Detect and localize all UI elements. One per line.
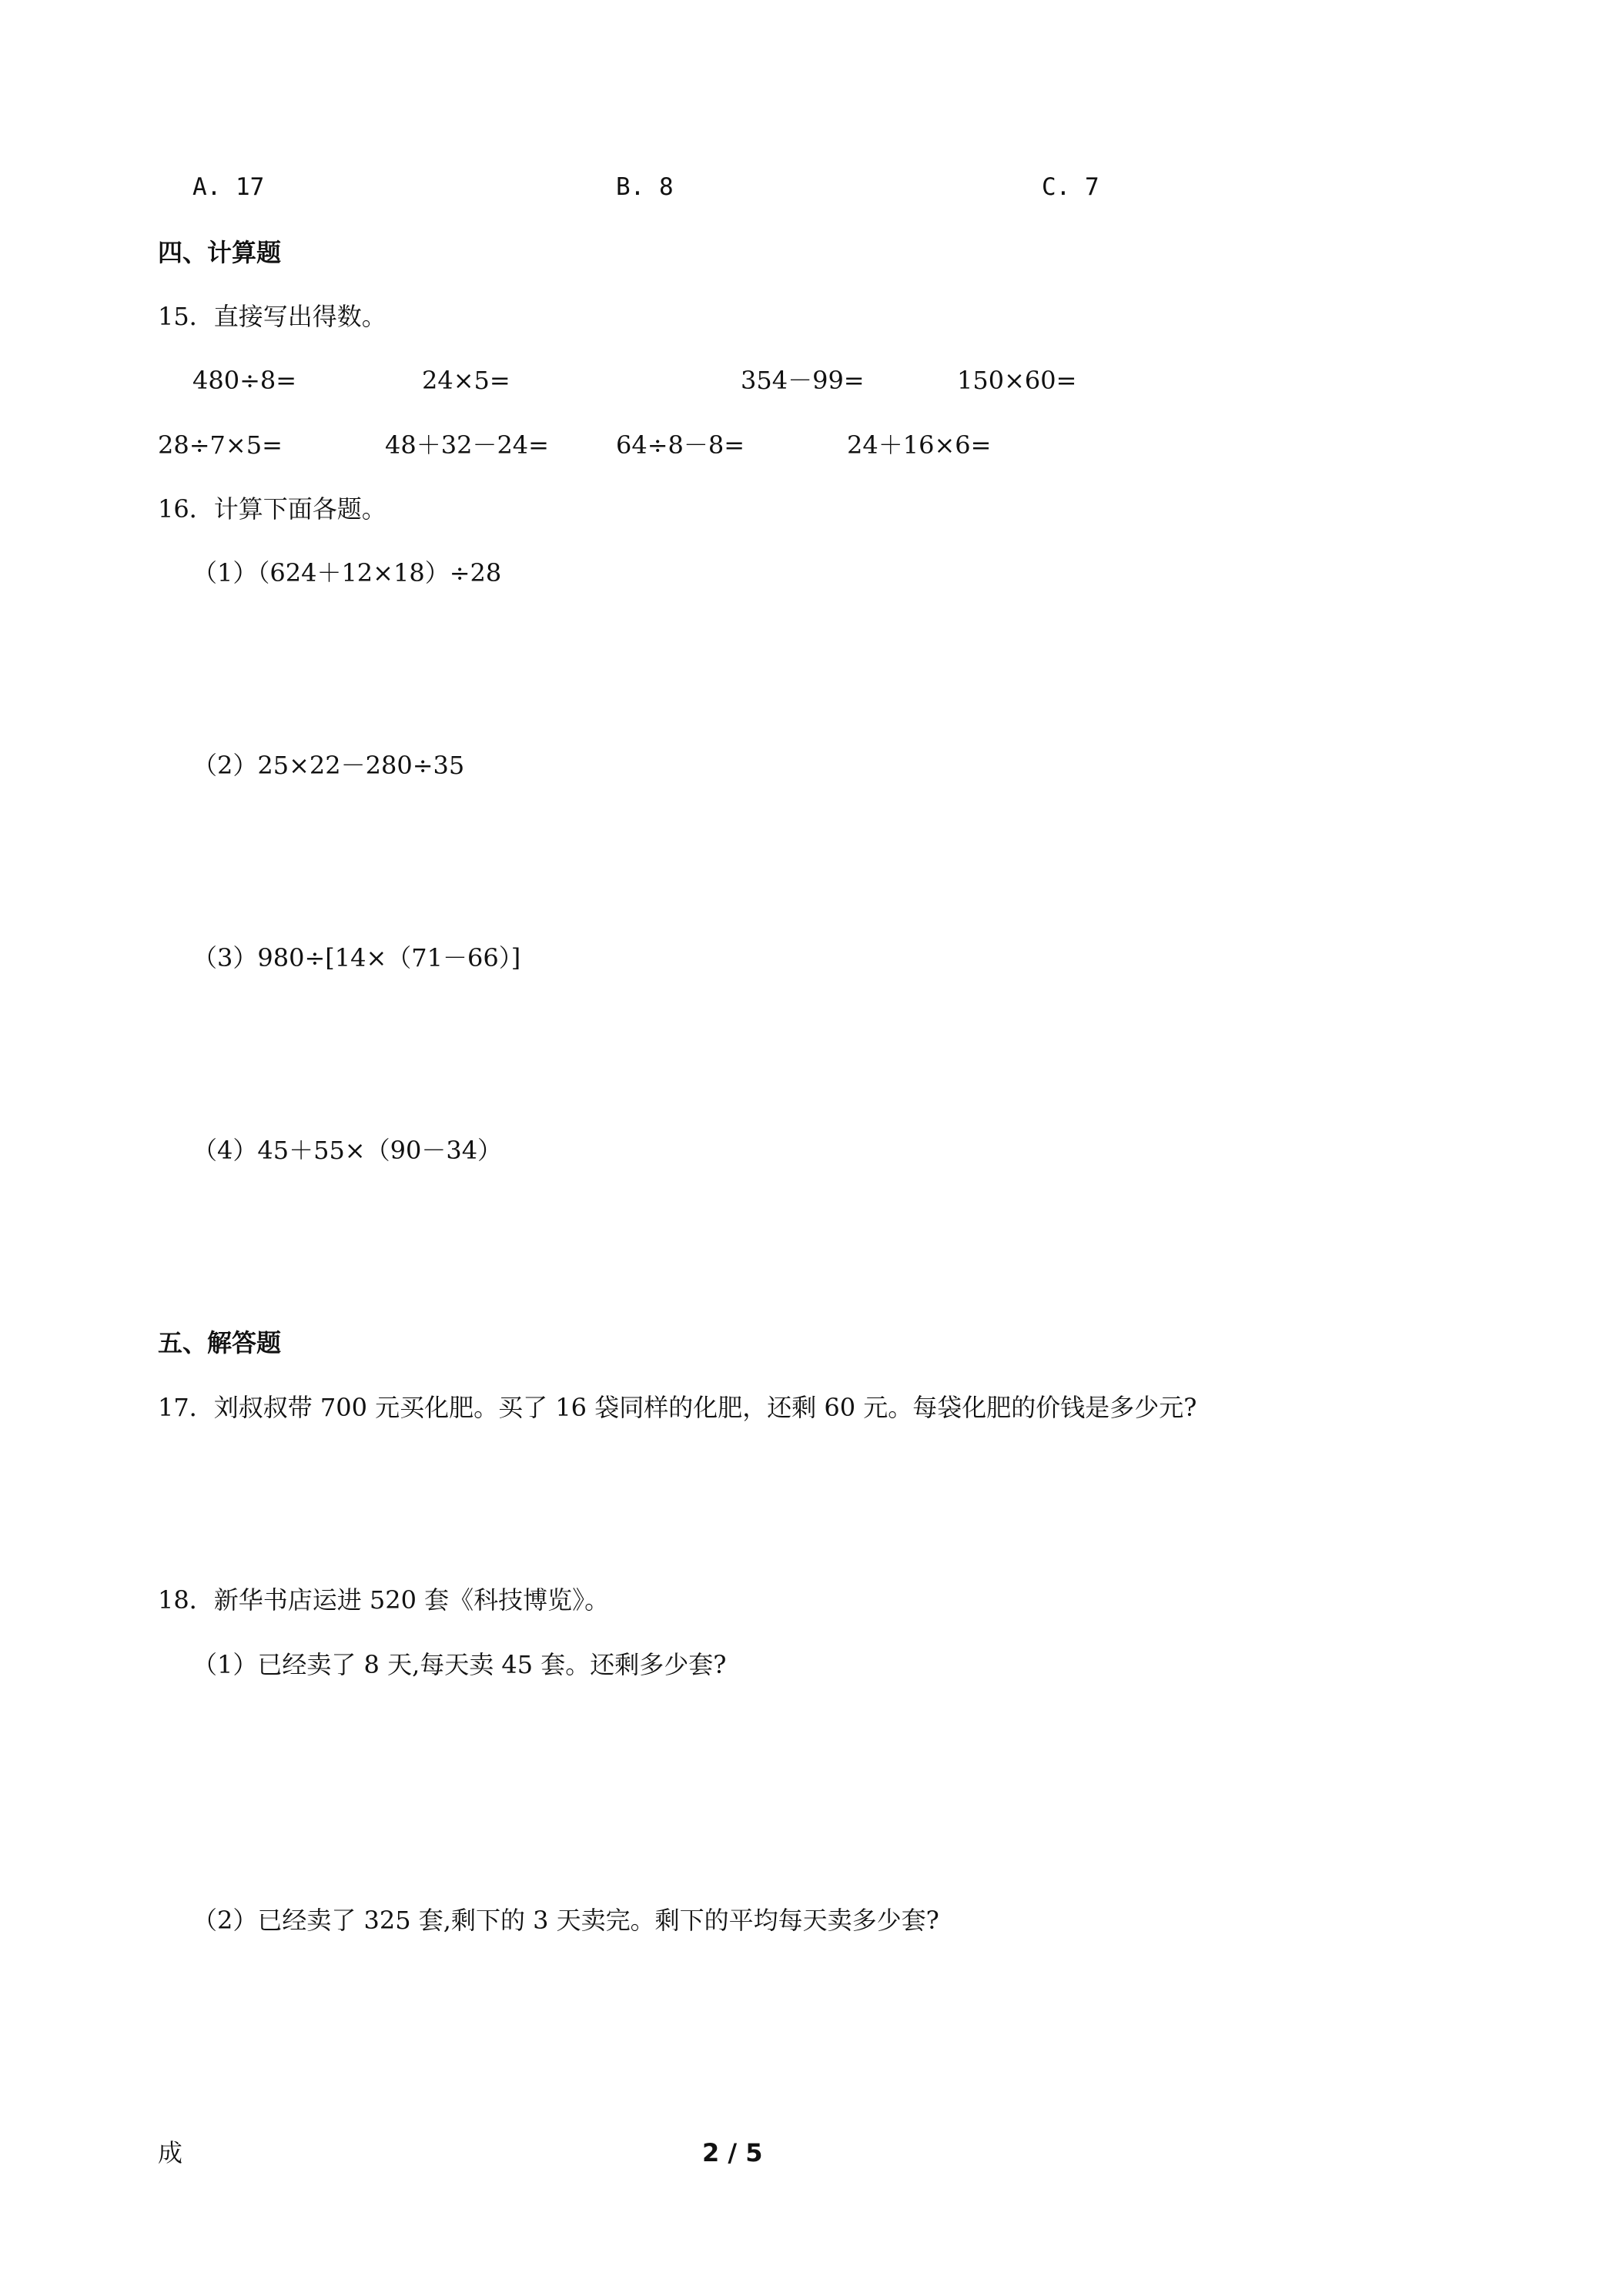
question-18-part: （1）已经卖了 8 天,每天卖 45 套。还剩多少套?	[192, 1650, 727, 1679]
choice-c: C. 7	[1042, 173, 1099, 201]
mental-calc-item: 24×5=	[422, 366, 510, 395]
mental-calc-item: 150×60=	[957, 366, 1077, 395]
mental-calc-item: 480÷8=	[192, 366, 297, 395]
calc-problem: （1）（624＋12×18）÷28	[192, 558, 502, 587]
question-17: 17．刘叔叔带 700 元买化肥。买了 16 袋同样的化肥，还剩 60 元。每袋化肥的价钱是多少元?	[158, 1393, 1197, 1422]
section-heading-word-problems: 五、解答题	[158, 1328, 282, 1357]
mental-calc-item: 48＋32－24=	[385, 430, 549, 460]
question-18-part: （2）已经卖了 325 套,剩下的 3 天卖完。剩下的平均每天卖多少套?	[192, 1906, 939, 1935]
mental-calc-item: 28÷7×5=	[158, 430, 283, 460]
choice-a: A. 17	[192, 173, 265, 201]
mental-calc-item: 24＋16×6=	[847, 430, 992, 460]
question-18-title: 18．新华书店运进 520 套《科技博览》。	[158, 1585, 610, 1615]
section-heading-calc: 四、计算题	[158, 238, 282, 267]
calc-problem: （4）45＋55×（90－34）	[192, 1136, 503, 1165]
mental-calc-item: 64÷8－8=	[616, 430, 745, 460]
question-16-title: 16．计算下面各题。	[158, 494, 387, 524]
choice-b: B. 8	[616, 173, 674, 201]
calc-problem: （2）25×22－280÷35	[192, 751, 465, 780]
question-15-title: 15．直接写出得数。	[158, 302, 387, 331]
mental-calc-item: 354－99=	[741, 366, 865, 395]
page-number: 2 / 5	[702, 2138, 763, 2167]
calc-problem: （3）980÷[14×（71－66）]	[192, 943, 521, 972]
footer-left-text: 成	[158, 2138, 183, 2167]
